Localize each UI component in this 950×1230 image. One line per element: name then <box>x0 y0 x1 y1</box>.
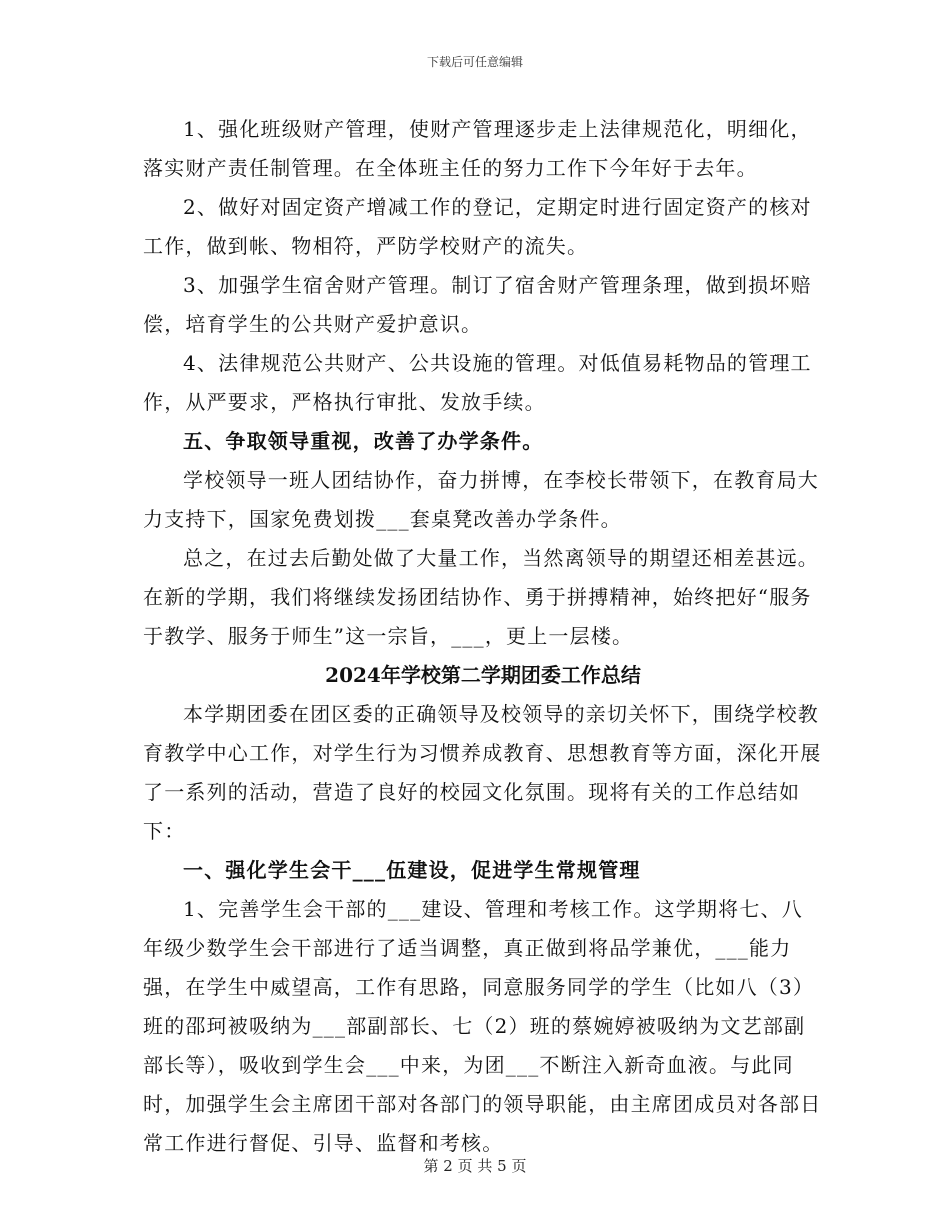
paragraph-intro: 本学期团委在团区委的正确领导及校领导的亲切关怀下，围绕学校教育教学中心工作，对学生行为习惯养成教育、思想教育等方面，深化开展了一系列的活动，营造了良好的校园文化氛围。现将有关的工作总结如下： <box>143 702 822 843</box>
paragraph-3: 3、加强学生宿舍财产管理。制订了宿舍财产管理条理，做到损坏赔偿，培育学生的公共财产爱护意识。 <box>143 273 812 336</box>
document-body <box>143 110 823 1163</box>
header-note: 下载后可任意编辑 <box>426 55 523 69</box>
paragraph-2: 2、做好对固定资产增减工作的登记，定期定时进行固定资产的核对工作，做到帐、物相符，严防学校财产的流失。 <box>143 195 812 258</box>
paragraph-summary: 总之，在过去后勤处做了大量工作，当然离领导的期望还相差甚远。在新的学期，我们将继续发扬团结协作、勇于拼搏精神，始终把好“服务于教学、服务于师生”这一宗旨，___，更上一层楼。 <box>143 546 819 648</box>
paragraph-4: 4、法律规范公共财产、公共设施的管理。对低值易耗物品的管理工作，从严要求，严格执行审批、发放手续。 <box>143 351 812 414</box>
paragraph-item-1: 1、完善学生会干部的___建设、管理和考核工作。这学期将七、八年级少数学生会干部进行了适当调整，真正做到将品学兼优，___能力强，在学生中威望高，工作有思路，同意服务同学的学生（比如八（3）班的邵珂被吸纳为___部副部长、七（2）班的蔡婉婷被吸纳为文艺部副部长等），吸收到学生会___中来，为团___不断注入新奇血液。与此同时，加强学生会主席团干部对各部门的领导职能，由主席团成员对各部日常工作进行督促、引导、监督和考核。 <box>143 897 822 1155</box>
page-footer: 第 2 页 共 5 页 <box>423 1157 527 1175</box>
paragraph-1: 1、强化班级财产管理，使财产管理逐步走上法律规范化，明细化，落实财产责任制管理。在全体班主任的努力工作下今年好于去年。 <box>143 117 812 180</box>
document-title: 2024年学校第二学期团委工作总结 <box>325 663 641 687</box>
section-heading-1: 一、强化学生会干___伍建设，促进学生常规管理 <box>183 858 641 882</box>
paragraph-5: 学校领导一班人团结协作，奋力拼博，在李校长带领下，在教育局大力支持下，国家免费划拨___套桌凳改善办学条件。 <box>143 468 819 531</box>
section-heading-5: 五、争取领导重视，改善了办学条件。 <box>183 429 544 453</box>
